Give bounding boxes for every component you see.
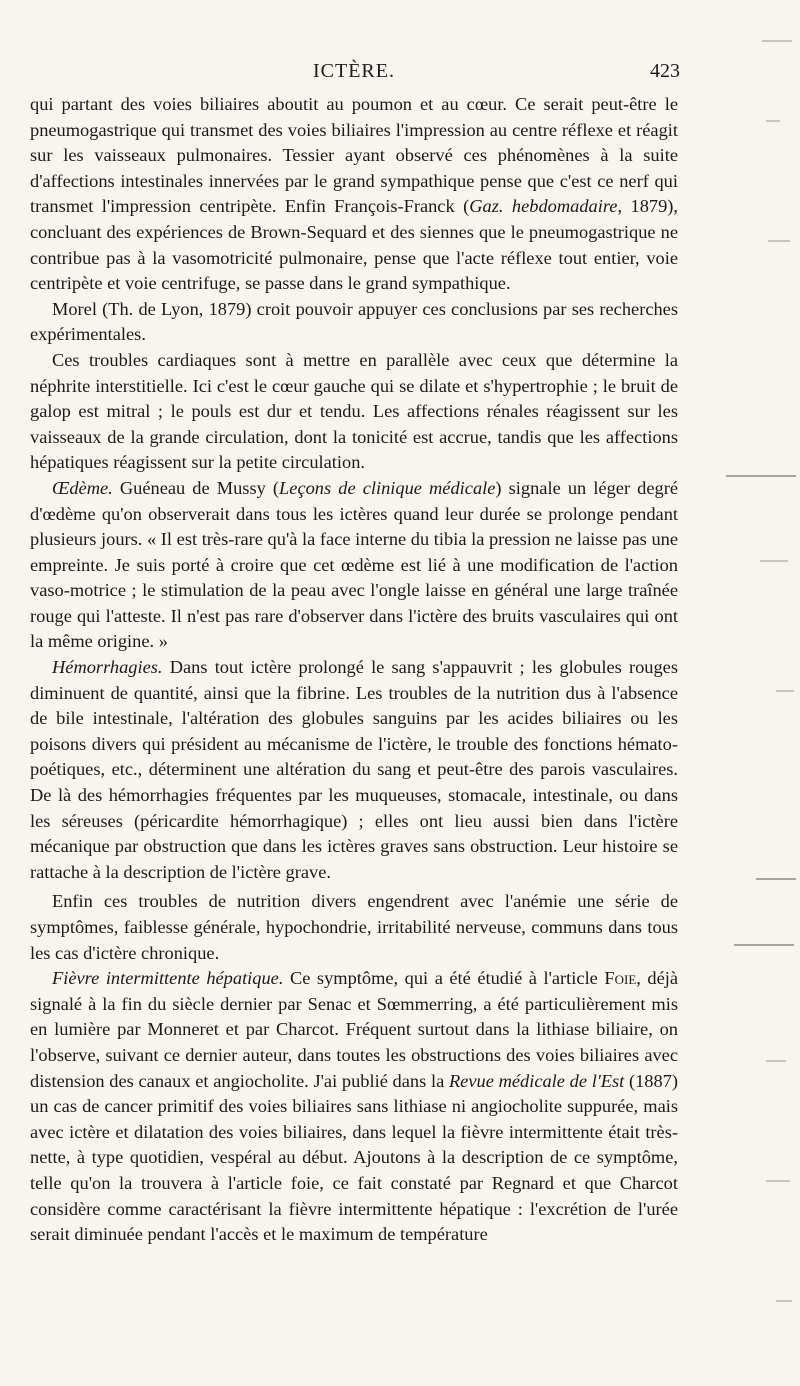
book-page — [30, 56, 678, 1248]
paragraph-fievre — [30, 966, 678, 1248]
text-run: Dans tout ictère prolongé le sang s'appauvrit ; les globules rouges diminuent de quantité, ainsi que la fibrine. Les troubles de la nutrition dus à l'absence de bile intestinale, l'altération des globules sanguins par les acides biliaires ou les poisons divers qui président au mécanisme de l'ictère, le trouble des fonctions hémato-poétiques, etc., déterminent une altération du sang et peut-être des parois vasculaires. De là des hémorrhagies fréquentes par les muqueuses, stomacale, intestinale, ou dans les séreuses (péricardite hémorrhagique) ; elles ont lieu aussi bien dans l'ictère mécanique par obstruction que dans les ictères graves sans obstruction. Leur histoire se rattache à la description de l'ictère grave. — [30, 657, 678, 882]
text-run: Guéneau de Mussy ( — [112, 477, 280, 498]
body-text — [30, 92, 678, 1248]
italic-text: Œdème. — [52, 477, 113, 498]
italic-text: Hémorrhagies. — [52, 657, 163, 678]
text-run: qui partant des voies biliaires aboutit au poumon et au cœur. Ce serait peut-être le pneumogastrique qui transmet des voies biliaires l'impression au centre réflexe et réagit sur les vaisseaux pulmonaires. Tessier ayant observé ces phénomènes à la suite d'affections intestinales innervées par le grand sympathique pense que c'est ce nerf qui transmet l'impression centripète. Enfin François-Franck ( — [30, 94, 678, 217]
text-run: Ces troubles cardiaques sont à mettre en parallèle avec ceux que détermine la néphrite interstitielle. Ici c'est le cœur gauche qui se dilate et s'hypertrophie ; le bruit de galop est mitral ; le pouls est dur et tendu. Les affections rénales réagissent sur les vaisseaux de la grande circulation, dont la tonicité est accrue, tandis que les affections hépatiques réagissent sur la petite circulation. — [30, 349, 678, 473]
paragraph-cardiac-troubles — [30, 348, 678, 476]
text-run: , déjà signalé à la fin du siècle dernier par Senac et Sœmmerring, a été particulièrement mis en lumière par Monneret et par Charcot. Fréquent surtout dans la lithiase biliaire, on l'observe, suivant ce dernier auteur, dans toutes les obstructions des voies biliaires avec distension des canaux et angiocholite. J'ai publié dans la — [30, 968, 679, 1091]
paragraph-continuation — [30, 92, 678, 297]
paragraph-nutrition — [30, 889, 678, 966]
margin-show-through — [720, 0, 800, 1386]
italic-text: Gaz. hebdomadaire — [469, 196, 618, 217]
paragraph-hemorrhagies — [30, 655, 678, 885]
italic-text: Revue médicale de l'Est — [448, 1070, 625, 1091]
italic-text: Fièvre intermittente hépatique. — [52, 968, 284, 989]
text-run: Ce symptôme, qui a été étudié à l'article — [283, 968, 605, 989]
text-run: ) signale un léger degré d'œdème qu'on observerait dans tous les ictères quand leur durée se prolonge pendant plusieurs jours. « Il est très-rare qu'à la face interne du tibia la pression ne laisse pas une empreinte. Je suis porté à croire que cet œdème est lié à une modification de l'action vaso-motrice ; le stimulation de la peau avec l'ongle laisse en général une large traînée rouge qui l'atteste. Il n'est pas rare d'observer dans l'ictère des bruits vasculaires qui ont la même origine. » — [30, 477, 679, 652]
page-header — [30, 56, 678, 92]
text-run: , 1879), concluant des expériences de Brown-Sequard et des siennes que le pneumogastrique ne contribue pas à la vasomotricité pulmonaire, pense que l'acte réflexe tout entier, voie centripète et voie centrifuge, se passe dans le grand sympathique. — [30, 196, 679, 294]
paragraph-morel — [30, 297, 678, 348]
paragraph-oedeme — [30, 476, 678, 655]
text-run: (1887) un cas de cancer primitif des voies biliaires sans lithiase ni angiocholite suppurée, mais avec ictère et dilatation des voies biliaires, dans lequel la fièvre intermittente était très-nette, à type quotidien, vespéral au début. Ajoutons à la description de ce symptôme, telle qu'on la trouvera à l'article foie, ce fait constaté par Regnard et que Charcot considère comme caractérisant la fièvre intermittente hépatique : l'excrétion de l'urée serait diminuée pendant l'accès et le maximum de température — [30, 1070, 678, 1245]
page-number: 423 — [650, 60, 680, 82]
small-caps-text: Foie — [604, 968, 637, 989]
italic-text: Leçons de clinique médicale — [279, 477, 496, 498]
text-run: Enfin ces troubles de nutrition divers engendrent avec l'anémie une série de symptômes, faiblesse générale, hypochondrie, irritabilité nerveuse, communs dans tous les cas d'ictère chronique. — [30, 891, 678, 963]
running-title: ICTÈRE. — [313, 60, 395, 82]
text-run: Morel (Th. de Lyon, 1879) croit pouvoir appuyer ces conclusions par ses recherches expérimentales. — [30, 298, 678, 345]
